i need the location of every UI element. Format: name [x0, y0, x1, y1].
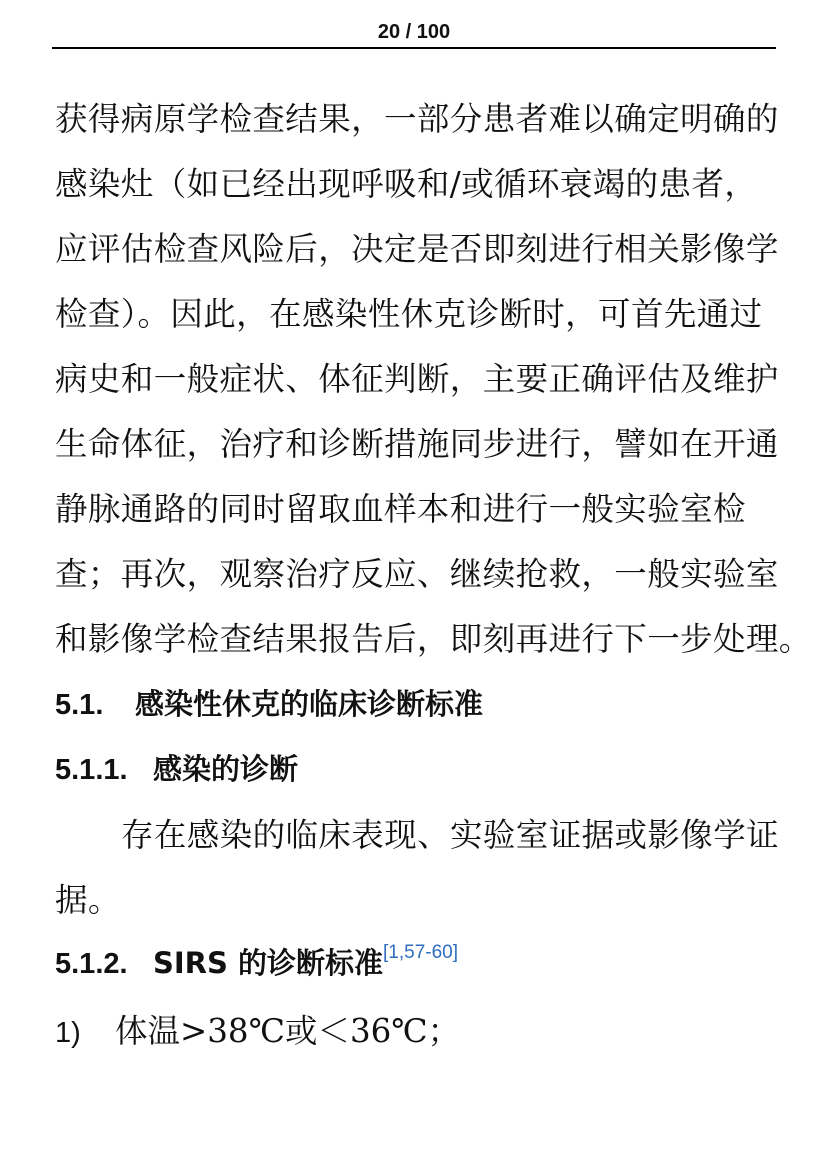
section-number: 5.1.: [55, 689, 104, 721]
list-marker: 1): [55, 1017, 81, 1049]
page-number: 20 / 100: [377, 21, 451, 43]
paragraph-line: 感染灶（如已经出现呼吸和/或循环衰竭的患者，: [55, 165, 758, 203]
section-title: SIRS 的诊断标准: [153, 946, 383, 980]
citation-link[interactable]: [1,57-60]: [383, 942, 458, 964]
paragraph-line: 应评估检查风险后，决定是否即刻进行相关影像学: [55, 230, 779, 268]
section-number: 5.1.1.: [55, 754, 128, 786]
paragraph-line: 存在感染的临床表现、实验室证据或影像学证: [121, 816, 780, 854]
paragraph-line: 检查）。因此，在感染性休克诊断时，可首先通过: [55, 295, 763, 333]
paragraph-line: 静脉通路的同时留取血样本和进行一般实验室检: [55, 490, 746, 528]
section-title: 感染的诊断: [153, 752, 299, 786]
page-header: [52, 18, 776, 49]
list-item-text: 体温>38℃或＜36℃；: [115, 1012, 461, 1050]
section-heading-5-1-2: [55, 943, 458, 984]
section-title: 感染性休克的临床诊断标准: [135, 687, 484, 721]
paragraph-2: [55, 803, 795, 933]
paragraph-1: [55, 87, 812, 672]
paragraph-line: 病史和一般症状、体征判断，主要正确评估及维护: [55, 360, 779, 398]
section-heading-5-1-1: [55, 749, 298, 790]
paragraph-line: 和影像学检查结果报告后，即刻再进行下一步处理。: [55, 620, 812, 658]
paragraph-line: 生命体征，治疗和诊断措施同步进行，譬如在开通: [55, 425, 779, 463]
paragraph-line: 获得病原学检查结果，一部分患者难以确定明确的: [55, 100, 779, 138]
paragraph-line: 查；再次，观察治疗反应、继续抢救，一般实验室: [55, 555, 779, 593]
paragraph-line: 据。: [55, 881, 121, 919]
section-heading-5-1: [55, 684, 483, 725]
section-number: 5.1.2.: [55, 948, 128, 980]
list-item: [55, 1003, 460, 1061]
